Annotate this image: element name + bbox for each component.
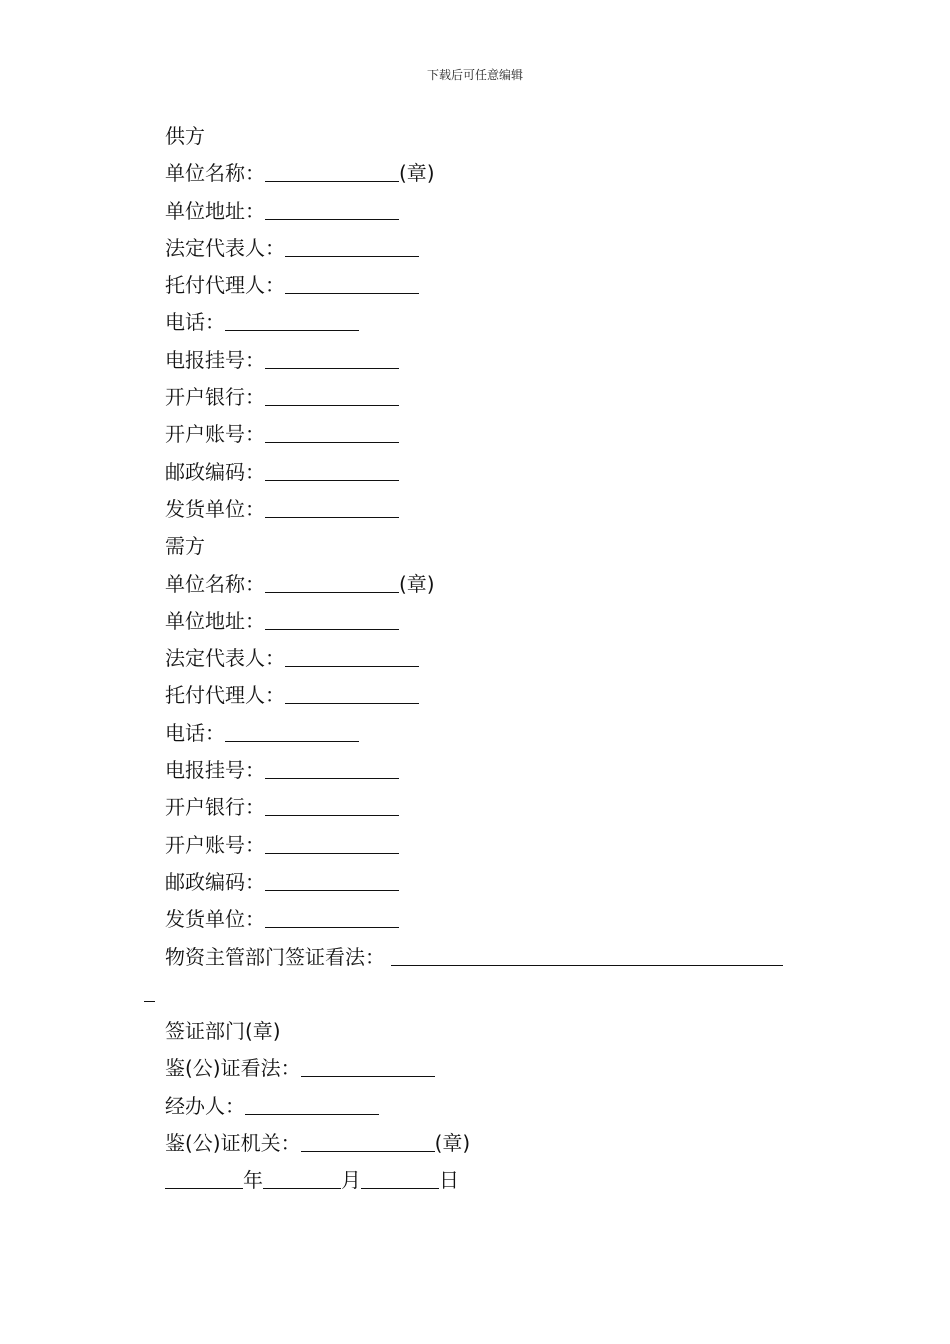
fill-in-blank[interactable] bbox=[265, 199, 399, 220]
fill-in-blank[interactable] bbox=[391, 945, 783, 966]
buyer-field bbox=[165, 864, 865, 901]
field-label: 物资主管部门签证看法： bbox=[165, 944, 385, 969]
field-label: 开户账号： bbox=[165, 422, 265, 447]
supplier-field bbox=[165, 454, 865, 491]
supplier-field bbox=[165, 491, 865, 528]
field-label: 邮政编码： bbox=[165, 869, 265, 894]
contract-signature-block bbox=[165, 118, 865, 1200]
supplier-field bbox=[165, 379, 865, 416]
supplier-field bbox=[165, 230, 865, 267]
handler-line bbox=[165, 1088, 865, 1125]
seal-mark: (章) bbox=[399, 571, 435, 596]
buyer-field bbox=[165, 640, 865, 677]
field-label: 电话： bbox=[165, 720, 225, 745]
field-label: 法定代表人： bbox=[165, 646, 285, 671]
fill-in-blank[interactable] bbox=[265, 795, 399, 816]
field-label: 发货单位： bbox=[165, 496, 265, 521]
buyer-field bbox=[165, 677, 865, 714]
seal-mark: (章) bbox=[434, 1131, 471, 1156]
fill-in-blank[interactable] bbox=[265, 833, 399, 854]
buyer-heading: 需方 bbox=[165, 534, 205, 559]
field-label: 托付代理人： bbox=[165, 273, 285, 298]
underline-stub bbox=[144, 1001, 155, 1002]
fill-in-blank[interactable] bbox=[265, 348, 399, 369]
fill-in-blank[interactable] bbox=[265, 870, 399, 891]
supplier-field bbox=[165, 193, 865, 230]
field-label: 单位名称： bbox=[165, 571, 265, 596]
field-label: 邮政编码： bbox=[165, 459, 265, 484]
buyer-field bbox=[165, 566, 865, 603]
buyer-field bbox=[165, 789, 865, 826]
fill-in-blank[interactable] bbox=[225, 721, 359, 742]
field-label: 发货单位： bbox=[165, 907, 265, 932]
buyer-field bbox=[165, 715, 865, 752]
month-label: 月 bbox=[341, 1168, 361, 1193]
year-blank[interactable] bbox=[165, 1168, 243, 1189]
field-label: 单位地址： bbox=[165, 608, 265, 633]
approval-opinion-line bbox=[165, 939, 865, 976]
fill-in-blank[interactable] bbox=[265, 609, 399, 630]
supplier-field bbox=[165, 155, 865, 192]
field-label: 单位名称： bbox=[165, 161, 265, 186]
field-label: 电报挂号： bbox=[165, 758, 265, 783]
field-label: 经办人： bbox=[165, 1093, 245, 1118]
fill-in-blank[interactable] bbox=[265, 422, 399, 443]
fill-in-blank[interactable] bbox=[265, 497, 399, 518]
month-blank[interactable] bbox=[263, 1168, 341, 1189]
buyer-field bbox=[165, 603, 865, 640]
field-label: 电话： bbox=[165, 310, 225, 335]
fill-in-blank[interactable] bbox=[265, 161, 399, 182]
field-label: 鉴(公)证看法： bbox=[165, 1056, 301, 1081]
field-label: 法定代表人： bbox=[165, 235, 285, 260]
fill-in-blank[interactable] bbox=[265, 385, 399, 406]
fill-in-blank[interactable] bbox=[285, 646, 419, 667]
header-note: 下载后可任意编辑 bbox=[426, 68, 523, 82]
fill-in-blank[interactable] bbox=[245, 1094, 379, 1115]
field-label: 开户账号： bbox=[165, 832, 265, 857]
buyer-field bbox=[165, 752, 865, 789]
department-seal-line: 签证部门(章) bbox=[165, 1019, 281, 1044]
fill-in-blank[interactable] bbox=[285, 273, 419, 294]
fill-in-blank[interactable] bbox=[265, 460, 399, 481]
supplier-field bbox=[165, 267, 865, 304]
fill-in-blank[interactable] bbox=[301, 1056, 435, 1077]
fill-in-blank[interactable] bbox=[265, 907, 399, 928]
field-label: 单位地址： bbox=[165, 198, 265, 223]
fill-in-blank[interactable] bbox=[301, 1131, 435, 1152]
notary-opinion-line bbox=[165, 1050, 865, 1087]
field-label: 鉴(公)证机关： bbox=[165, 1131, 301, 1156]
field-label: 开户银行： bbox=[165, 795, 265, 820]
supplier-field bbox=[165, 304, 865, 341]
supplier-heading: 供方 bbox=[165, 124, 205, 148]
seal-mark: (章) bbox=[399, 161, 435, 186]
supplier-field bbox=[165, 416, 865, 453]
field-label: 电报挂号： bbox=[165, 347, 265, 372]
field-label: 托付代理人： bbox=[165, 683, 285, 708]
buyer-field bbox=[165, 827, 865, 864]
wrapped-line bbox=[165, 976, 865, 1013]
notary-office-line bbox=[165, 1125, 865, 1162]
day-label: 日 bbox=[439, 1168, 459, 1193]
field-label: 开户银行： bbox=[165, 385, 265, 410]
fill-in-blank[interactable] bbox=[285, 683, 419, 704]
year-label: 年 bbox=[243, 1168, 263, 1193]
supplier-field bbox=[165, 342, 865, 379]
day-blank[interactable] bbox=[361, 1168, 439, 1189]
fill-in-blank[interactable] bbox=[265, 572, 399, 593]
date-line bbox=[165, 1162, 865, 1199]
fill-in-blank[interactable] bbox=[265, 758, 399, 779]
fill-in-blank[interactable] bbox=[285, 236, 419, 257]
fill-in-blank[interactable] bbox=[225, 310, 359, 331]
buyer-field bbox=[165, 901, 865, 938]
